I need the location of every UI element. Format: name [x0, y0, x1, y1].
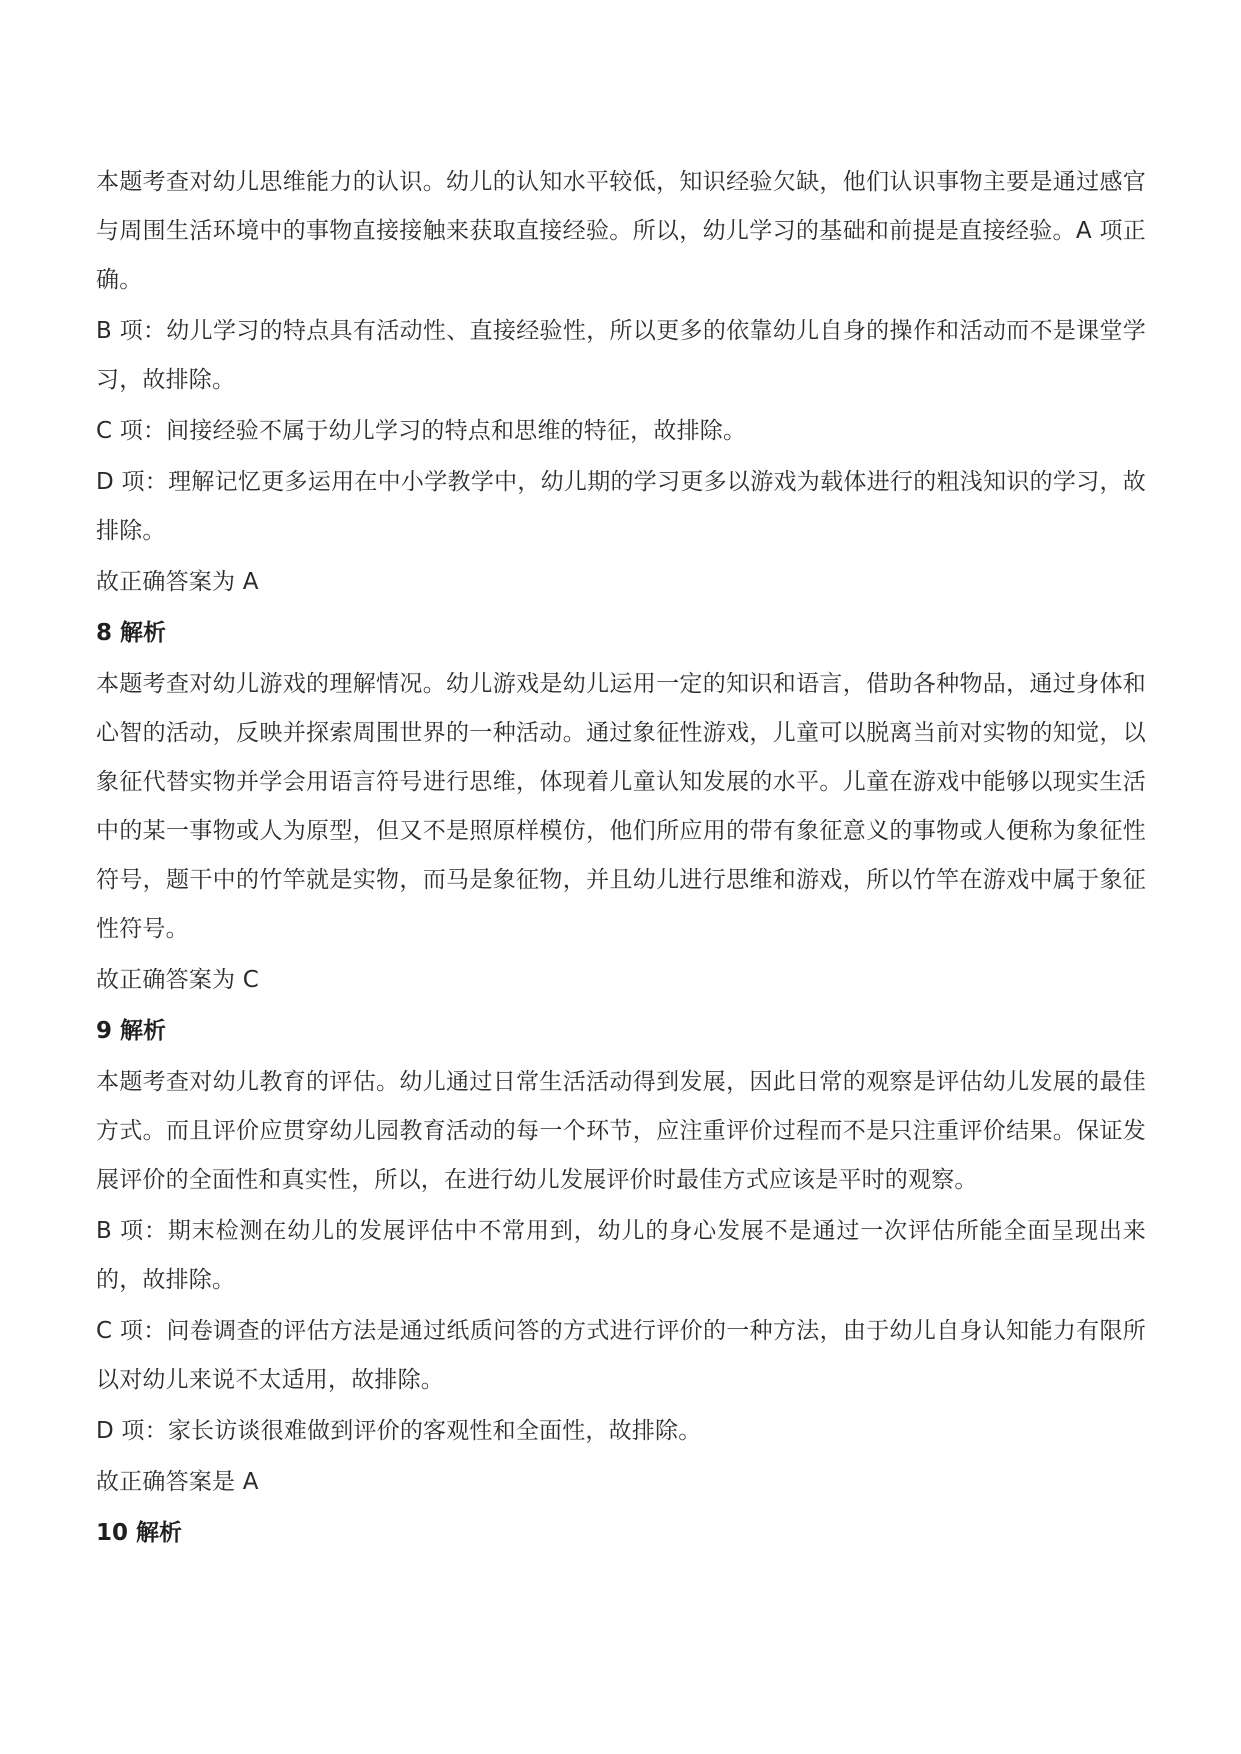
- paragraph-q7-option-d: D 项：理解记忆更多运用在中小学教学中，幼儿期的学习更多以游戏为载体进行的粗浅知识的学习，故排除。: [96, 469, 1146, 544]
- heading-q8: 8 解析: [96, 620, 167, 646]
- paragraph-q9-option-d: D 项：家长访谈很难做到评价的客观性和全面性，故排除。: [96, 1418, 702, 1444]
- paragraph-q7-answer: 故正确答案为 A: [96, 569, 259, 595]
- paragraph-q7-option-b: B 项：幼儿学习的特点具有活动性、直接经验性，所以更多的依靠幼儿自身的操作和活动而不是课堂学习，故排除。: [96, 318, 1146, 393]
- heading-q9: 9 解析: [96, 1018, 167, 1044]
- paragraph-q9-option-c: C 项：问卷调查的评估方法是通过纸质问答的方式进行评价的一种方法，由于幼儿自身认知能力有限所以对幼儿来说不太适用，故排除。: [96, 1318, 1146, 1393]
- paragraph-q9-option-b: B 项：期末检测在幼儿的发展评估中不常用到，幼儿的身心发展不是通过一次评估所能全面呈现出来的，故排除。: [96, 1218, 1146, 1293]
- document-page: [96, 158, 1146, 1560]
- paragraph-q9-analysis: 本题考查对幼儿教育的评估。幼儿通过日常生活活动得到发展，因此日常的观察是评估幼儿发展的最佳方式。而且评价应贯穿幼儿园教育活动的每一个环节，应注重评价过程而不是只注重评价结果。保证发展评价的全面性和真实性，所以，在进行幼儿发展评价时最佳方式应该是平时的观察。: [96, 1069, 1146, 1193]
- paragraph-q8-analysis: 本题考查对幼儿游戏的理解情况。幼儿游戏是幼儿运用一定的知识和语言，借助各种物品，通过身体和心智的活动，反映并探索周围世界的一种活动。通过象征性游戏，儿童可以脱离当前对实物的知觉，以象征代替实物并学会用语言符号进行思维，体现着儿童认知发展的水平。儿童在游戏中能够以现实生活中的某一事物或人为原型，但又不是照原样模仿，他们所应用的带有象征意义的事物或人便称为象征性符号，题干中的竹竿就是实物，而马是象征物，并且幼儿进行思维和游戏，所以竹竿在游戏中属于象征性符号。: [96, 671, 1146, 942]
- heading-q10: 10 解析: [96, 1520, 183, 1546]
- paragraph-q9-answer: 故正确答案是 A: [96, 1469, 259, 1495]
- paragraph-q7-option-c: C 项：间接经验不属于幼儿学习的特点和思维的特征，故排除。: [96, 418, 747, 444]
- paragraph-q7-analysis: 本题考查对幼儿思维能力的认识。幼儿的认知水平较低，知识经验欠缺，他们认识事物主要是通过感官与周围生活环境中的事物直接接触来获取直接经验。所以，幼儿学习的基础和前提是直接经验。A 项正确。: [96, 169, 1146, 293]
- paragraph-q8-answer: 故正确答案为 C: [96, 967, 259, 993]
